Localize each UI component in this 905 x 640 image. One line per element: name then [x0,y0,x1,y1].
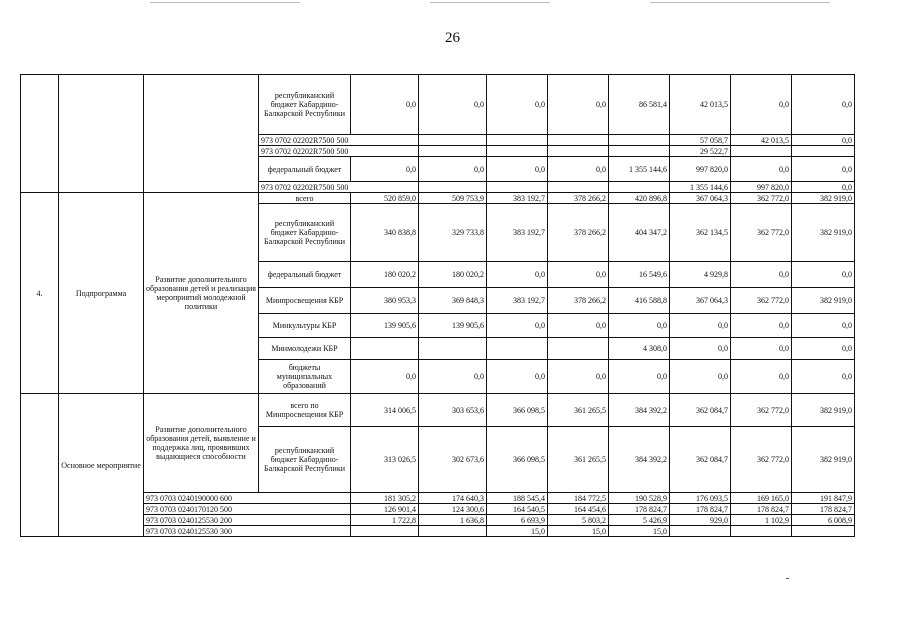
value-cell: 0,0 [731,314,792,338]
value-cell: 369 848,3 [419,288,487,314]
value-cell: 6 008,9 [792,515,855,526]
value-cell [419,338,487,360]
value-cell: 362 772,0 [731,394,792,427]
value-cell: 188 545,4 [487,493,548,504]
value-cell: 174 640,3 [419,493,487,504]
value-cell [487,146,548,157]
value-cell: 29 522,7 [670,146,731,157]
value-cell: 384 392,2 [609,427,670,493]
budget-code: 973 0702 02202R7500 500 [259,146,419,157]
value-cell [609,135,670,146]
budget-code: 973 0703 0240125530 300 [144,526,351,537]
value-cell: 362 772,0 [731,204,792,262]
value-cell: 367 064,3 [670,193,731,204]
value-cell: 178 824,7 [731,504,792,515]
scan-artifact [430,2,550,3]
value-cell: 1 355 144,6 [670,182,731,193]
value-cell: 1 355 144,6 [609,157,670,182]
value-cell [419,135,487,146]
value-cell: 366 098,5 [487,394,548,427]
value-cell: 180 020,2 [419,262,487,288]
value-cell: 0,0 [731,262,792,288]
value-cell: 302 673,6 [419,427,487,493]
value-cell: 340 838,8 [351,204,419,262]
value-cell: 0,0 [548,262,609,288]
value-cell: 0,0 [792,182,855,193]
value-cell: 6 693,9 [487,515,548,526]
budget-code: 973 0703 0240170120 500 [144,504,351,515]
value-cell [487,338,548,360]
table-row [21,193,855,204]
value-cell: 362 084,7 [670,427,731,493]
value-cell: 0,0 [548,360,609,394]
value-cell: 1 102,9 [731,515,792,526]
value-cell: 362 772,0 [731,288,792,314]
value-cell: 191 847,9 [792,493,855,504]
value-cell: 0,0 [670,338,731,360]
value-cell: 0,0 [731,360,792,394]
value-cell [792,146,855,157]
value-cell: 181 305,2 [351,493,419,504]
value-cell: 366 098,5 [487,427,548,493]
value-cell: 0,0 [548,314,609,338]
funding-source: Минпросвещения КБР [259,288,351,314]
value-cell: 4 929,8 [670,262,731,288]
value-cell: 0,0 [792,338,855,360]
value-cell: 42 013,5 [731,135,792,146]
budget-code: 973 0702 02202R7500 500 [259,182,419,193]
value-cell: 0,0 [792,157,855,182]
row-number: 4. [21,193,59,394]
value-cell: 362 772,0 [731,427,792,493]
funding-source: Минмолодежи КБР [259,338,351,360]
value-cell: 139 905,6 [351,314,419,338]
value-cell: 313 026,5 [351,427,419,493]
value-cell: 42 013,5 [670,75,731,135]
value-cell: 314 006,5 [351,394,419,427]
value-cell: 0,0 [351,75,419,135]
value-cell: 362 134,5 [670,204,731,262]
value-cell: 0,0 [548,75,609,135]
program-name: Развитие дополнительного образования детей, выявление и поддержка лиц, проявивших выдающиеся способности [144,394,259,493]
funding-source: федеральный бюджет [259,262,351,288]
page-number: 26 [445,30,460,46]
value-cell: 16 549,6 [609,262,670,288]
value-cell: 0,0 [731,338,792,360]
value-cell: 362 772,0 [731,193,792,204]
budget-code: 973 0703 0240125530 200 [144,515,351,526]
value-cell [609,182,670,193]
value-cell: 0,0 [792,135,855,146]
value-cell: 367 064,3 [670,288,731,314]
value-cell: 15,0 [487,526,548,537]
value-cell: 0,0 [792,75,855,135]
value-cell: 57 058,7 [670,135,731,146]
value-cell: 184 772,5 [548,493,609,504]
value-cell: 0,0 [609,314,670,338]
value-cell: 378 266,2 [548,204,609,262]
value-cell: 5 803,2 [548,515,609,526]
value-cell: 380 953,3 [351,288,419,314]
scan-artifact [650,2,830,3]
value-cell: 0,0 [351,360,419,394]
value-cell: 378 266,2 [548,193,609,204]
table-row [21,75,855,135]
value-cell: 0,0 [609,360,670,394]
value-cell: 15,0 [609,526,670,537]
value-cell: 4 308,0 [609,338,670,360]
scan-artifact [150,2,300,3]
value-cell: 0,0 [670,314,731,338]
funding-source: республиканский бюджет Кабардино-Балкарской Республики [259,427,351,493]
value-cell [548,338,609,360]
value-cell: 1 722,8 [351,515,419,526]
value-cell: 0,0 [731,157,792,182]
value-cell: 5 426,9 [609,515,670,526]
value-cell: 86 581,4 [609,75,670,135]
value-cell: 416 588,8 [609,288,670,314]
value-cell: 382 919,0 [792,193,855,204]
program-name: Развитие дополнительного образования детей и реализация мероприятий молодежной политики [144,193,259,394]
row-number [21,394,59,537]
value-cell: 0,0 [548,157,609,182]
value-cell: 382 919,0 [792,427,855,493]
value-cell [792,526,855,537]
value-cell: 520 859,0 [351,193,419,204]
value-cell: 997 820,0 [670,157,731,182]
value-cell [548,182,609,193]
value-cell: 0,0 [731,75,792,135]
value-cell: 329 733,8 [419,204,487,262]
table-row [21,493,855,504]
value-cell [419,146,487,157]
value-cell: 164 540,5 [487,504,548,515]
value-cell: 15,0 [548,526,609,537]
value-cell: 190 528,9 [609,493,670,504]
value-cell: 0,0 [487,262,548,288]
value-cell: 124 300,6 [419,504,487,515]
value-cell: 997 820,0 [731,182,792,193]
value-cell [419,526,487,537]
budget-code: 973 0702 02202R7500 500 [259,135,419,146]
value-cell: 361 265,5 [548,427,609,493]
value-cell: 303 653,6 [419,394,487,427]
row-number [21,75,59,193]
funding-source: бюджеты муниципальных образований [259,360,351,394]
value-cell: 0,0 [792,360,855,394]
value-cell [548,146,609,157]
value-cell: 382 919,0 [792,288,855,314]
value-cell: 0,0 [487,314,548,338]
value-cell: 0,0 [792,262,855,288]
value-cell: 139 905,6 [419,314,487,338]
value-cell: 420 896,8 [609,193,670,204]
value-cell [731,526,792,537]
value-cell [487,182,548,193]
value-cell: 178 824,7 [670,504,731,515]
value-cell: 178 824,7 [792,504,855,515]
value-cell [419,182,487,193]
value-cell: 383 192,7 [487,193,548,204]
value-cell: 0,0 [419,360,487,394]
value-cell: 0,0 [487,75,548,135]
value-cell [609,146,670,157]
value-cell [731,146,792,157]
value-cell: 1 636,8 [419,515,487,526]
budget-code: 973 0703 0240190000 600 [144,493,351,504]
value-cell: 509 753,9 [419,193,487,204]
value-cell: 361 265,5 [548,394,609,427]
value-cell: 0,0 [487,157,548,182]
value-cell: 378 266,2 [548,288,609,314]
value-cell [548,135,609,146]
value-cell: 0,0 [792,314,855,338]
value-cell: 383 192,7 [487,288,548,314]
value-cell [351,526,419,537]
value-cell: 383 192,7 [487,204,548,262]
funding-source: Минкультуры КБР [259,314,351,338]
value-cell: 169 165,0 [731,493,792,504]
value-cell: 0,0 [487,360,548,394]
value-cell [351,338,419,360]
value-cell: 164 454,6 [548,504,609,515]
value-cell: 382 919,0 [792,204,855,262]
value-cell: 176 093,5 [670,493,731,504]
funding-source: всего по Минпросвещения КБР [259,394,351,427]
value-cell: 404 347,2 [609,204,670,262]
value-cell: 178 824,7 [609,504,670,515]
value-cell: 929,0 [670,515,731,526]
value-cell: 126 901,4 [351,504,419,515]
value-cell: 382 919,0 [792,394,855,427]
row-type: Основное мероприятие [59,394,144,537]
value-cell [487,135,548,146]
table-row [21,526,855,537]
value-cell: 180 020,2 [351,262,419,288]
row-type [59,75,144,193]
funding-source: республиканский бюджет Кабардино-Балкарской Республики [259,204,351,262]
value-cell [670,526,731,537]
budget-table [20,74,855,537]
value-cell: 362 084,7 [670,394,731,427]
value-cell: 0,0 [419,75,487,135]
value-cell: 0,0 [419,157,487,182]
funding-source: всего [259,193,351,204]
value-cell: 0,0 [351,157,419,182]
table-row [21,515,855,526]
program-name [144,75,259,193]
funding-source: республиканский бюджет Кабардино-Балкарской Республики [259,75,351,135]
table-row [21,394,855,427]
value-cell: 0,0 [670,360,731,394]
table-row [21,504,855,515]
funding-source: федеральный бюджет [259,157,351,182]
value-cell: 384 392,2 [609,394,670,427]
row-type: Подпрограмма [59,193,144,394]
scan-artifact [786,578,789,579]
